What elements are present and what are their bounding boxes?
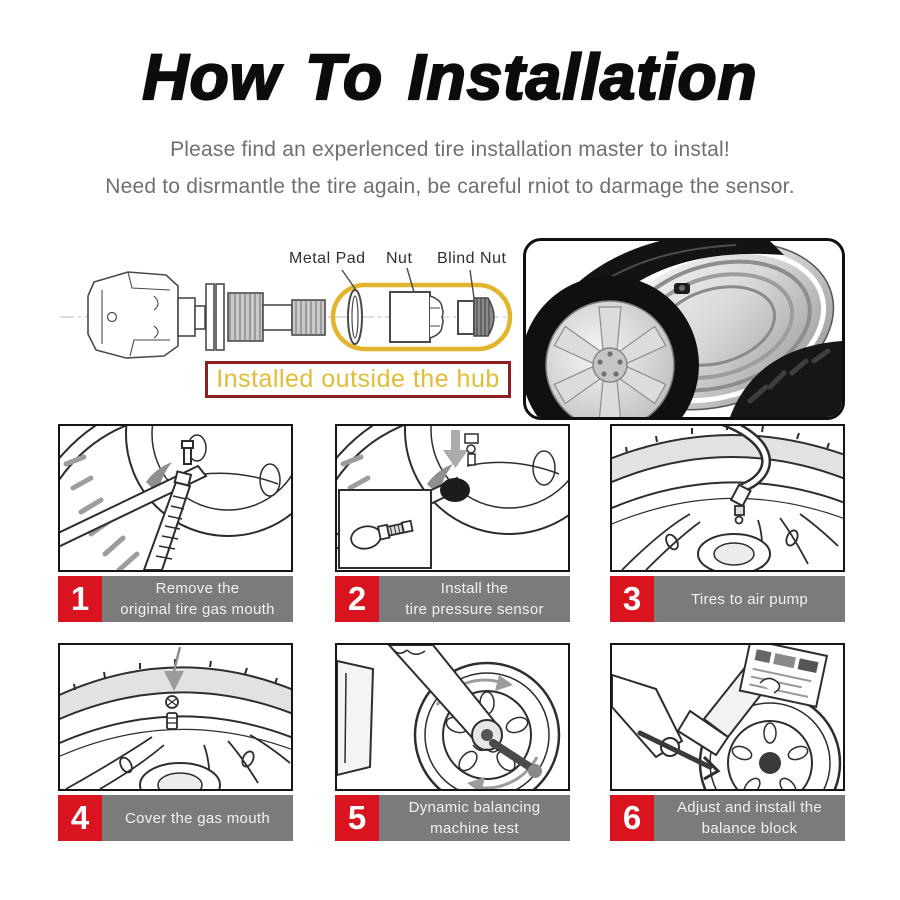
label-nut: Nut — [386, 250, 413, 267]
step-6-number-badge: 6 — [610, 795, 654, 841]
step-2-illustration — [337, 426, 568, 570]
page-title: How To Installation — [142, 41, 758, 113]
step-1-number-badge: 1 — [58, 576, 102, 622]
step-3-caption — [610, 576, 845, 622]
step-4-illustration — [60, 645, 291, 789]
step-6-caption-text: Adjust and install the balance block — [654, 795, 845, 841]
step-4-number-badge: 4 — [58, 795, 102, 841]
wheel-sensor-photo — [523, 238, 845, 420]
step-6-illustration — [612, 645, 843, 789]
step-2-image — [335, 424, 570, 572]
step-1-illustration — [60, 426, 291, 570]
step-4-caption — [58, 795, 293, 841]
subtitle-line-1: Please find an experlenced tire installation master to instal! — [170, 138, 730, 161]
step-5-caption — [335, 795, 570, 841]
step-2-number-badge: 2 — [335, 576, 379, 622]
step-3-number-badge: 3 — [610, 576, 654, 622]
label-metal-pad: Metal Pad — [289, 250, 366, 267]
step-4-caption-text: Cover the gas mouth — [102, 795, 293, 841]
installed-outside-hub-callout: Installed outside the hub — [205, 361, 511, 398]
step-4-image — [58, 643, 293, 791]
step-5-illustration — [337, 645, 568, 789]
step-3-image — [610, 424, 845, 572]
step-1-image — [58, 424, 293, 572]
wheel-photo-illustration — [526, 241, 842, 417]
label-blind-nut: Blind Nut — [437, 250, 507, 267]
step-6-image — [610, 643, 845, 791]
step-5-caption-text: Dynamic balancing machine test — [379, 795, 570, 841]
step-6-caption — [610, 795, 845, 841]
step-5-number-badge: 5 — [335, 795, 379, 841]
step-2-caption — [335, 576, 570, 622]
step-3-caption-text: Tires to air pump — [654, 576, 845, 622]
step-2-caption-text: Install the tire pressure sensor — [379, 576, 570, 622]
subtitle-line-2: Need to disrmantle the tire again, be careful rniot to darmage the sensor. — [105, 175, 795, 198]
step-3-illustration — [612, 426, 843, 570]
step-1-caption-text: Remove the original tire gas mouth — [102, 576, 293, 622]
step-5-image — [335, 643, 570, 791]
step-1-caption — [58, 576, 293, 622]
